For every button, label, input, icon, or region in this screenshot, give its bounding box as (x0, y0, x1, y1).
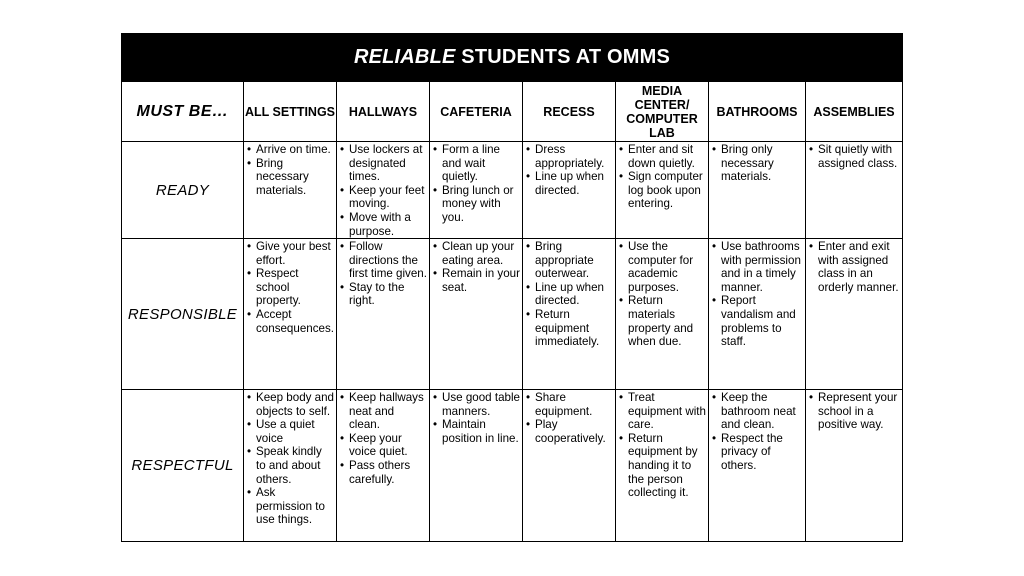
column-header: ASSEMBLIES (806, 82, 903, 142)
bullet-list (430, 390, 522, 445)
column-header: RECESS (523, 82, 616, 142)
column-header: MEDIA CENTER/ COMPUTER LAB (616, 82, 709, 142)
bullet-list (806, 390, 902, 432)
row-label: READY (122, 142, 244, 239)
matrix-cell (244, 390, 337, 542)
bullet-item: • Share equipment. (526, 391, 613, 418)
bullet-item: • Move with a purpose. (340, 211, 427, 238)
bullet-list (709, 239, 805, 349)
bullet-list (244, 239, 336, 335)
bullet-list (337, 142, 429, 238)
bullet-item: • Dress appropriately. (526, 143, 613, 170)
header-row (122, 82, 903, 142)
row-label: RESPONSIBLE (122, 239, 244, 390)
bullet-item: • Use bathrooms with permission and in a timely manner. (712, 240, 803, 294)
matrix-row (122, 239, 903, 390)
matrix-cell (709, 390, 806, 542)
matrix-cell (806, 239, 903, 390)
column-header: CAFETERIA (430, 82, 523, 142)
bullet-list (523, 390, 615, 445)
bullet-item: • Give your best effort. (247, 240, 334, 267)
bullet-item: • Use lockers at designated times. (340, 143, 427, 184)
matrix-cell (430, 239, 523, 390)
column-header: HALLWAYS (337, 82, 430, 142)
bullet-item: • Bring only necessary materials. (712, 143, 803, 184)
bullet-list (523, 142, 615, 197)
matrix-row (122, 390, 903, 542)
matrix-cell (523, 390, 616, 542)
column-header: ALL SETTINGS (244, 82, 337, 142)
bullet-item: • Ask permission to use things. (247, 486, 334, 527)
bullet-item: • Represent your school in a positive way. (809, 391, 900, 432)
matrix-cell (616, 239, 709, 390)
behavior-matrix-table (121, 33, 903, 542)
bullet-item: • Treat equipment with care. (619, 391, 706, 432)
row-label: RESPECTFUL (122, 390, 244, 542)
bullet-item: • Enter and exit with assigned class in an orderly manner. (809, 240, 900, 294)
matrix-cell (616, 142, 709, 239)
bullet-item: • Follow directions the first time given. (340, 240, 427, 281)
bullet-item: • Respect school property. (247, 267, 334, 308)
matrix-cell (430, 142, 523, 239)
matrix-cell (244, 142, 337, 239)
must-be-header: MUST BE… (122, 82, 244, 142)
matrix-cell (806, 142, 903, 239)
column-header: BATHROOMS (709, 82, 806, 142)
matrix-cell (337, 142, 430, 239)
bullet-item: • Use a quiet voice (247, 418, 334, 445)
matrix-cell (709, 239, 806, 390)
bullet-item: • Respect the privacy of others. (712, 432, 803, 473)
matrix-cell (806, 390, 903, 542)
matrix-row (122, 142, 903, 239)
bullet-item: • Return equipment immediately. (526, 308, 613, 349)
bullet-list (430, 142, 522, 225)
matrix-title (122, 34, 903, 82)
bullet-list (616, 390, 708, 500)
bullet-item: • Bring lunch or money with you. (433, 184, 520, 225)
bullet-item: • Arrive on time. (247, 143, 334, 157)
bullet-item: • Line up when directed. (526, 281, 613, 308)
bullet-list (337, 239, 429, 308)
bullet-item: • Line up when directed. (526, 170, 613, 197)
bullet-item: • Pass others carefully. (340, 459, 427, 486)
matrix-cell (244, 239, 337, 390)
bullet-item: • Use good table manners. (433, 391, 520, 418)
bullet-list (806, 142, 902, 170)
bullet-item: • Form a line and wait quietly. (433, 143, 520, 184)
bullet-list (244, 390, 336, 527)
bullet-item: • Bring appropriate outerwear. (526, 240, 613, 281)
matrix-cell (523, 142, 616, 239)
bullet-item: • Play cooperatively. (526, 418, 613, 445)
bullet-item: • Keep hallways neat and clean. (340, 391, 427, 432)
bullet-item: • Keep the bathroom neat and clean. (712, 391, 803, 432)
bullet-list (806, 239, 902, 294)
bullet-item: • Return equipment by handing it to the person collecting it. (619, 432, 706, 500)
bullet-list (709, 390, 805, 473)
matrix-cell (616, 390, 709, 542)
bullet-item: • Report vandalism and problems to staff. (712, 294, 803, 348)
bullet-item: • Keep your feet moving. (340, 184, 427, 211)
bullet-item: • Sign computer log book upon entering. (619, 170, 706, 211)
bullet-item: • Keep body and objects to self. (247, 391, 334, 418)
matrix-cell (709, 142, 806, 239)
bullet-item: • Accept consequences. (247, 308, 334, 335)
bullet-item: • Enter and sit down quietly. (619, 143, 706, 170)
bullet-list (709, 142, 805, 184)
bullet-item: • Bring necessary materials. (247, 157, 334, 198)
bullet-list (337, 390, 429, 486)
matrix-cell (337, 239, 430, 390)
bullet-item: • Clean up your eating area. (433, 240, 520, 267)
title-rest: STUDENTS AT OMMS (455, 46, 671, 68)
bullet-list (523, 239, 615, 349)
bullet-item: • Stay to the right. (340, 281, 427, 308)
bullet-item: • Maintain position in line. (433, 418, 520, 445)
bullet-list (616, 239, 708, 349)
bullet-item: • Keep your voice quiet. (340, 432, 427, 459)
matrix-cell (337, 390, 430, 542)
bullet-item: • Sit quietly with assigned class. (809, 143, 900, 170)
matrix-cell (523, 239, 616, 390)
matrix-cell (430, 390, 523, 542)
bullet-item: • Return materials property and when due. (619, 294, 706, 348)
title-emphasis: RELIABLE (353, 46, 456, 68)
bullet-list (244, 142, 336, 197)
bullet-item: • Remain in your seat. (433, 267, 520, 294)
bullet-item: • Use the computer for academic purposes. (619, 240, 706, 294)
bullet-list (616, 142, 708, 211)
bullet-item: • Speak kindly to and about others. (247, 445, 334, 486)
bullet-list (430, 239, 522, 294)
